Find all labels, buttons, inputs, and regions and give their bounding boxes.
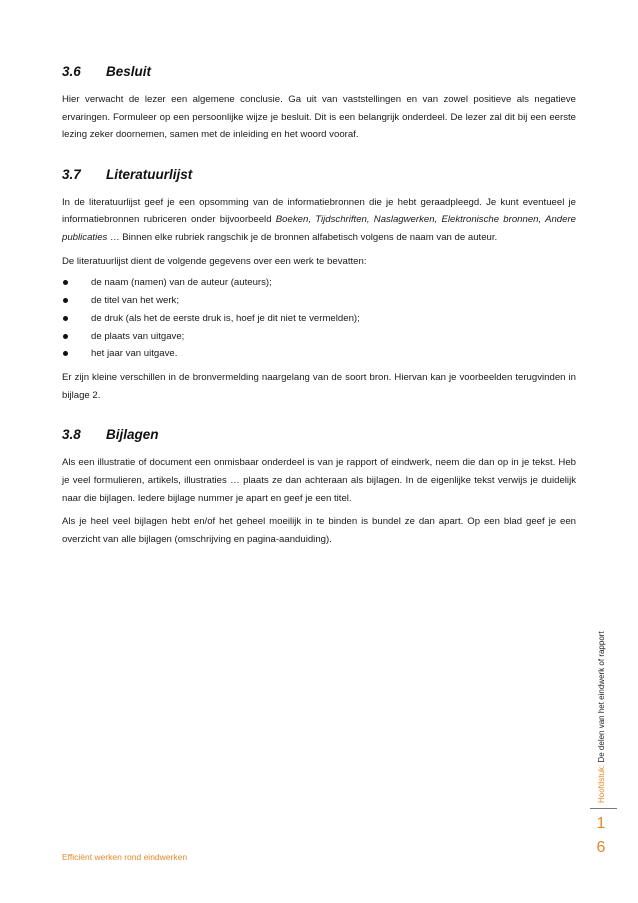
- bijlagen-paragraph-1: Als een illustratie of document een onmisbaar onderdeel is van je rapport of eindwerk, neem die dan op in je tekst. Heb je veel formulieren, artikels, illustraties … plaats ze dan achteraan als bijlagen. In de eigenlijke tekst verwijs je duidelijk naar die bijlagen. Iedere bijlage nummer je apart en geef je een titel.: [62, 457, 576, 504]
- literatuurlijst-intro-paragraph: [62, 194, 576, 247]
- literatuurlijst-closing-paragraph: Er zijn kleine verschillen in de bronvermelding naargelang van de soort bron. Hiervan kan je voorbeelden terugvinden in bijlage 2.: [62, 372, 576, 401]
- chapter-title: De delen van het eindwerk of rapport: [597, 631, 606, 765]
- list-item: [62, 310, 576, 328]
- section-heading-literatuurlijst: [62, 167, 576, 182]
- page-content: [62, 64, 576, 548]
- list-item-text: de plaats van uitgave;: [91, 330, 185, 342]
- literatuurlijst-requirements-paragraph: De literatuurlijst dient de volgende gegevens over een werk te bevatten:: [62, 255, 367, 267]
- section-title: Besluit: [106, 64, 152, 79]
- bullet-icon: [63, 351, 68, 356]
- section-title: Literatuurlijst: [106, 166, 193, 182]
- list-item-text: de titel van het werk;: [91, 294, 179, 306]
- list-item: [62, 345, 576, 363]
- text-run: … Binnen elke rubriek rangschik je de bronnen alfabetisch volgens de naam van de auteur.: [107, 231, 498, 243]
- list-item-text: de naam (namen) van de auteur (auteurs);: [91, 277, 272, 289]
- section-number: 3.8: [62, 427, 81, 443]
- section-number: 3.7: [62, 166, 81, 182]
- page-footer: Efficiënt werken rond eindwerken: [62, 852, 188, 862]
- list-item-text: het jaar van uitgave.: [91, 348, 178, 360]
- section-number: 3.6: [62, 64, 81, 79]
- section-heading-bijlagen: [62, 427, 576, 442]
- chapter-sidebar-label: [596, 593, 608, 803]
- list-item: [62, 292, 576, 310]
- chapter-label: Hoofdstuk:: [597, 764, 606, 803]
- section-title: Bijlagen: [106, 427, 159, 443]
- sidebar-divider: [590, 808, 617, 809]
- list-item-text: de druk (als het de eerste druk is, hoef je dit niet te vermelden);: [91, 312, 360, 324]
- bijlagen-paragraph-2: Als je heel veel bijlagen hebt en/of het geheel moeilijk in te binden is bundel ze dan apart. Op een blad geef je een overzicht van alle bijlagen (omschrijving en pagina-aanduiding).: [62, 516, 576, 545]
- list-item: [62, 328, 576, 346]
- section-heading-besluit: [62, 64, 576, 79]
- list-item: [62, 274, 576, 292]
- besluit-paragraph: Hier verwacht de lezer een algemene conclusie. Ga uit van vaststellingen en van zowel positieve als negatieve ervaringen. Formuleer op een persoonlijke wijze je besluit. Dit is een belangrijk onderdeel. De lezer zal dit bij een eerste lezing zeker doornemen, samen met de inleiding en het woord vooraf.: [62, 94, 576, 141]
- page-number-digit: 6: [596, 839, 606, 856]
- bullet-icon: [63, 280, 68, 285]
- bullet-list: [62, 274, 576, 363]
- italic-text-run: Boeken, Tijdschriften, Naslagwerken, Elektronische bronnen, Andere publicaties: [62, 214, 576, 243]
- page-number: [592, 812, 610, 860]
- bullet-icon: [63, 316, 68, 321]
- page-number-digit: 1: [596, 815, 606, 832]
- text-run: In de literatuurlijst geef je een opsomming van de informatiebronnen die je hebt geraadpleegd. Je kunt eventueel je informatiebronnen rubriceren onder bijvoorbeeld: [62, 196, 576, 226]
- bullet-icon: [63, 334, 68, 339]
- bullet-icon: [63, 298, 68, 303]
